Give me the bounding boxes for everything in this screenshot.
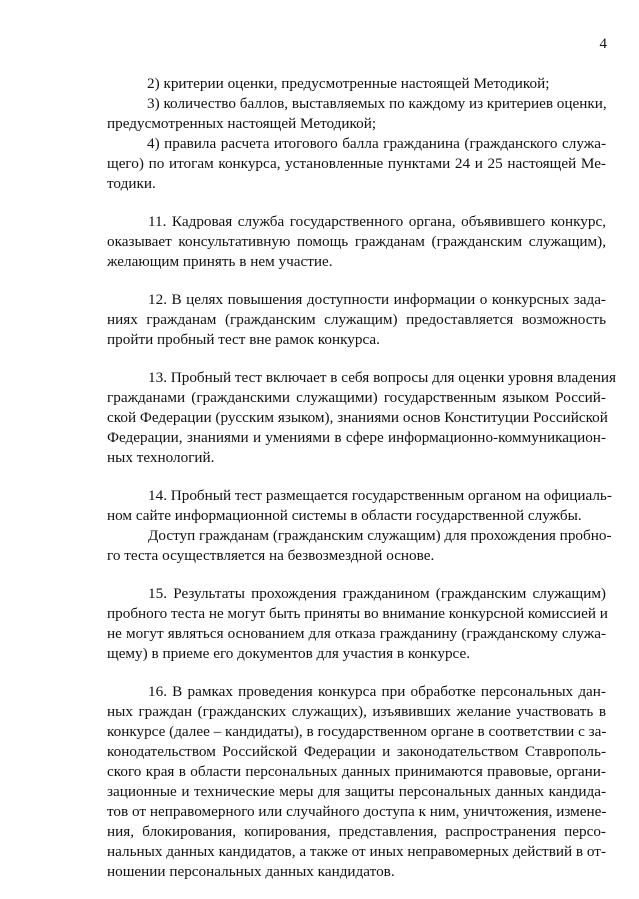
list-item-3-line-1: 3) количество баллов, выставляемых по каждому из критериев оценки, [147,95,607,112]
paragraph-15-line-1: 15. Результаты прохождения гражданином (гражданским служащим) [148,585,606,602]
paragraph-16-line-9: нальных данных кандидатов, а также от иных неправомерных действий в от- [107,843,606,860]
paragraph-13-line-4: Федерации, знаниями и умениями в сфере информационно-коммуникацион- [107,429,606,446]
list-item-2-line-1: 2) критерии оценки, предусмотренные настоящей Методикой; [147,75,550,92]
paragraph-13-line-2: гражданами (гражданскими служащими) государственным языком Россий- [107,389,606,406]
page-number: 4 [599,36,607,52]
paragraph-16-line-10: ношении персональных данных кандидатов. [107,863,395,880]
paragraph-16-line-4: конодательством Российской Федерации и законодательством Ставрополь- [107,743,606,760]
paragraph-16-line-7: тов от неправомерного или случайного доступа к ним, уничтожения, измене- [107,803,607,820]
paragraph-14-line-1: 14. Пробный тест размещается государственным органом на официаль- [148,487,612,504]
paragraph-12-line-3: пройти пробный тест вне рамок конкурса. [107,331,380,348]
paragraph-12-line-1: 12. В целях повышения доступности информации о конкурсных зада- [148,291,606,308]
paragraph-13-line-5: ных технологий. [107,449,215,466]
paragraph-11-line-2: оказывает консультативную помощь гражданам (гражданским служащим), [107,233,606,250]
paragraph-16-line-6: зационные и технические меры для защиты персональных данных кандида- [107,783,606,800]
list-item-4-line-3: тодики. [107,175,156,192]
paragraph-15-line-3: не могут являться основанием для отказа гражданину (гражданскому служа- [107,625,606,642]
paragraph-12-line-2: ниях гражданам (гражданским служащим) предоставляется возможность [107,311,606,328]
paragraph-15-line-4: щему) в приеме его документов для участия в конкурсе. [107,645,471,662]
paragraph-14b-line-2: го теста осуществляется на безвозмездной основе. [107,547,435,564]
paragraph-11-line-1: 11. Кадровая служба государственного органа, объявившего конкурс, [148,213,606,230]
paragraph-16-line-8: ния, блокирования, копирования, представления, распространения персо- [107,823,606,840]
paragraph-14-line-2: ном сайте информационной системы в области государственной службы. [107,507,582,524]
list-item-4-line-2: щего) по итогам конкурса, установленные пунктами 24 и 25 настоящей Ме- [107,155,606,172]
paragraph-15-line-2: пробного теста не могут быть приняты во внимание конкурсной комиссией и [107,605,608,622]
paragraph-16-line-1: 16. В рамках проведения конкурса при обработке персональных дан- [148,683,606,700]
list-item-4-line-1: 4) правила расчета итогового балла гражданина (гражданского служа- [147,135,606,152]
paragraph-16-line-3: конкурсе (далее – кандидаты), в государственном органе в соответствии с за- [107,723,607,740]
paragraph-13-line-3: ской Федерации (русским языком), знаниями основ Конституции Российской [107,409,608,426]
paragraph-14b-line-1: Доступ гражданам (гражданским служащим) для прохождения пробно- [148,527,612,544]
paragraph-11-line-3: желающим принять в нем участие. [107,253,333,270]
paragraph-16-line-5: ского края в области персональных данных принимаются правовые, органи- [107,763,606,780]
paragraph-16-line-2: ных граждан (гражданских служащих), изъявивших желание участвовать в [107,703,606,720]
paragraph-13-line-1: 13. Пробный тест включает в себя вопросы для оценки уровня владения [148,369,617,386]
list-item-3-line-2: предусмотренных настоящей Методикой; [107,115,377,132]
